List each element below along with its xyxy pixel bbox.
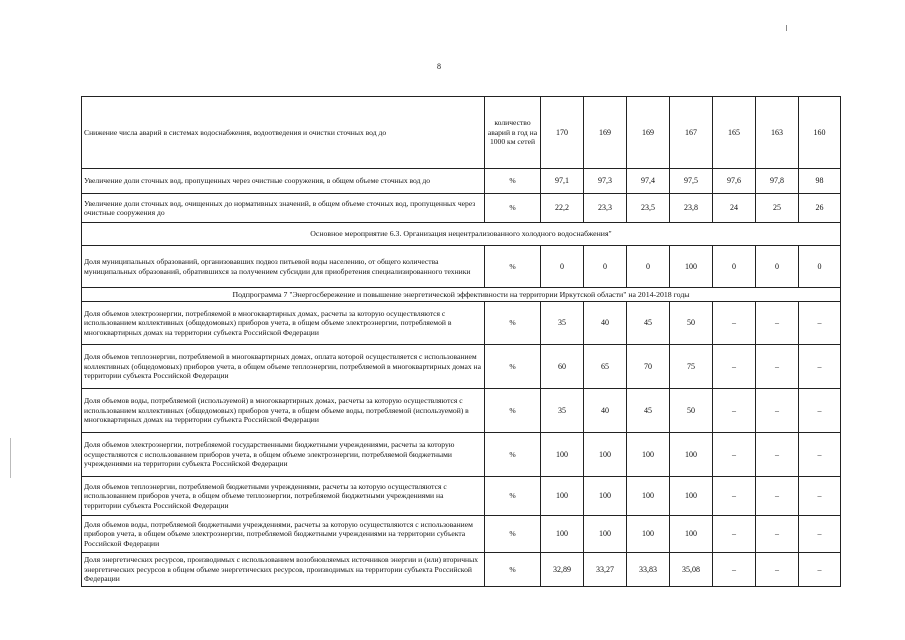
indicator-value: 97,6 (713, 169, 756, 194)
indicator-value: 100 (670, 433, 713, 477)
indicator-value: 97,3 (584, 169, 627, 194)
indicator-value: 100 (670, 516, 713, 553)
indicator-value: 25 (756, 194, 799, 223)
table-row (82, 433, 841, 477)
indicator-value: – (799, 345, 841, 389)
table-body (82, 97, 841, 587)
indicator-value: – (799, 553, 841, 587)
indicator-value: – (756, 477, 799, 516)
indicator-unit: % (485, 433, 541, 477)
indicator-value: 0 (713, 246, 756, 288)
indicator-value: 163 (756, 97, 799, 169)
indicator-value: 22,2 (541, 194, 584, 223)
page-number: 8 (437, 62, 441, 71)
indicator-value: – (756, 389, 799, 433)
table-row (82, 194, 841, 223)
indicator-value: 60 (541, 345, 584, 389)
indicator-value: 35 (541, 389, 584, 433)
indicator-value: 100 (584, 516, 627, 553)
indicator-name: Доля объемов теплоэнергии, потребляемой бюджетными учреждениями, расчеты за которую осуществляются с использованием приборов учета, в общем объеме теплоэнергии, потребляемой бюджетными учреждениями на территории субъекта Российской Федерации (82, 477, 485, 516)
indicator-value: 24 (713, 194, 756, 223)
indicator-value: – (756, 302, 799, 345)
indicator-name: Доля объемов воды, потребляемой бюджетными учреждениями, расчеты за которую осуществляются с использованием приборов учета, в общем объеме электроэнергии, потребляемой бюджетными учреждениями на территории субъекта Российской Федерации (82, 516, 485, 553)
indicator-value: 100 (584, 477, 627, 516)
indicator-unit: % (485, 516, 541, 553)
indicator-value: 70 (627, 345, 670, 389)
indicator-name: Доля муниципальных образований, организовавших подвоз питьевой воды населению, от общего количества муниципальных образований, обратившихся за получением субсидии для приобретения специализированного техники (82, 246, 485, 288)
indicator-value: 0 (799, 246, 841, 288)
indicator-value: – (713, 553, 756, 587)
indicator-value: 100 (670, 246, 713, 288)
indicator-unit: % (485, 194, 541, 223)
indicator-value: 40 (584, 389, 627, 433)
indicator-value: 33,83 (627, 553, 670, 587)
indicator-value: – (713, 433, 756, 477)
table-row (82, 97, 841, 169)
indicator-value: 169 (627, 97, 670, 169)
scan-mark (786, 25, 787, 31)
indicator-name: Доля объемов воды, потребляемой (используемой) в многоквартирных домах, расчеты за которую осуществляются с использованием коллективных (общедомовых) приборов учета, в общем объеме воды, потребляемой (используемой) в многоквартирных домах на территории субъекта Российской Федерации (82, 389, 485, 433)
indicator-value: 32,89 (541, 553, 584, 587)
indicator-value: – (756, 516, 799, 553)
indicator-value: 75 (670, 345, 713, 389)
indicator-value: 97,8 (756, 169, 799, 194)
indicator-value: 160 (799, 97, 841, 169)
indicator-unit: % (485, 345, 541, 389)
indicator-value: 50 (670, 302, 713, 345)
indicator-unit: % (485, 302, 541, 345)
indicator-value: 100 (541, 433, 584, 477)
indicator-value: – (799, 477, 841, 516)
indicator-value: 100 (627, 433, 670, 477)
indicator-value: 0 (756, 246, 799, 288)
indicator-value: 100 (541, 516, 584, 553)
indicator-value: 40 (584, 302, 627, 345)
indicator-value: 35,08 (670, 553, 713, 587)
indicator-value: 100 (584, 433, 627, 477)
indicator-value: 65 (584, 345, 627, 389)
indicator-value: 100 (627, 477, 670, 516)
indicator-value: – (756, 433, 799, 477)
scan-mark (10, 438, 11, 478)
table-row (82, 389, 841, 433)
indicator-name: Увеличение доли сточных вод, пропущенных через очистные сооружения, в общем объеме сточных вод до (82, 169, 485, 194)
indicator-unit: % (485, 553, 541, 587)
indicator-value: – (799, 302, 841, 345)
indicator-value: – (799, 389, 841, 433)
indicator-value: 97,1 (541, 169, 584, 194)
indicator-unit: % (485, 389, 541, 433)
indicator-value: 23,3 (584, 194, 627, 223)
indicator-value: 170 (541, 97, 584, 169)
indicator-name: Доля объемов электроэнергии, потребляемой государственными бюджетными учреждениями, расчеты за которую осуществляются с использованием приборов учета, в общем объеме электроэнергии, потребляемой бюджетными учреждениями на территории субъекта Российской Федерации (82, 433, 485, 477)
indicator-value: – (713, 477, 756, 516)
indicator-name: Увеличение доли сточных вод, очищенных до нормативных значений, в общем объеме сточных вод, пропущенных через очистные сооружения до (82, 194, 485, 223)
indicator-unit: % (485, 477, 541, 516)
indicator-value: 45 (627, 389, 670, 433)
indicator-value: 26 (799, 194, 841, 223)
indicator-value: 98 (799, 169, 841, 194)
indicator-value: 100 (541, 477, 584, 516)
indicator-value: 50 (670, 389, 713, 433)
indicator-value: – (713, 345, 756, 389)
indicator-value: – (713, 302, 756, 345)
indicator-value: 35 (541, 302, 584, 345)
section-row (82, 288, 841, 302)
table-row (82, 516, 841, 553)
indicator-value: – (756, 345, 799, 389)
indicator-value: 97,4 (627, 169, 670, 194)
indicator-value: 0 (541, 246, 584, 288)
table-row (82, 302, 841, 345)
indicator-value: 23,5 (627, 194, 670, 223)
table-row (82, 477, 841, 516)
indicator-value: 165 (713, 97, 756, 169)
indicator-value: 23,8 (670, 194, 713, 223)
indicator-value: – (713, 389, 756, 433)
indicator-value: 97,5 (670, 169, 713, 194)
indicator-value: 45 (627, 302, 670, 345)
indicator-value: 100 (670, 477, 713, 516)
indicator-name: Снижение числа аварий в системах водоснабжения, водоотведения и очистки сточных вод до (82, 97, 485, 169)
table-row (82, 169, 841, 194)
indicator-name: Доля объемов теплоэнергии, потребляемой в многоквартирных домах, оплата которой осуществляется с использованием коллективных (общедомовых) приборов учета, в общем объеме теплоэнергии, потребляемой в многоквартирных домах на территории субъекта Российской Федерации (82, 345, 485, 389)
indicators-table (81, 96, 841, 587)
table-row (82, 246, 841, 288)
indicator-name: Доля энергетических ресурсов, производимых с использованием возобновляемых источников энергии и (или) вторичных энергетических ресурсов в общем объеме энергетических ресурсов, производимых на территории субъекта Российской Федерации (82, 553, 485, 587)
indicator-value: – (799, 433, 841, 477)
indicator-value: 169 (584, 97, 627, 169)
section-title: Подпрограмма 7 "Энергосбережение и повышение энергетической эффективности на территории Иркутской области" на 2014-2018 годы (82, 288, 841, 302)
section-title: Основное мероприятие 6.3. Организация нецентрализованного холодного водоснабжения" (82, 223, 841, 246)
indicator-unit: % (485, 246, 541, 288)
indicator-value: 100 (627, 516, 670, 553)
indicator-value: 0 (627, 246, 670, 288)
indicator-unit: количество аварий в год на 1000 км сетей (485, 97, 541, 169)
section-row (82, 223, 841, 246)
indicator-value: 33,27 (584, 553, 627, 587)
indicator-value: – (756, 553, 799, 587)
indicator-unit: % (485, 169, 541, 194)
indicator-value: 0 (584, 246, 627, 288)
table-row (82, 345, 841, 389)
table-row (82, 553, 841, 587)
indicator-name: Доля объемов электроэнергии, потребляемой в многоквартирных домах, расчеты за которую осуществляются с использованием коллективных (общедомовых) приборов учета, в общем объеме электроэнергии, потребляемой в многоквартирных домах на территории субъекта Российской Федерации (82, 302, 485, 345)
indicator-value: 167 (670, 97, 713, 169)
indicator-value: – (713, 516, 756, 553)
indicator-value: – (799, 516, 841, 553)
